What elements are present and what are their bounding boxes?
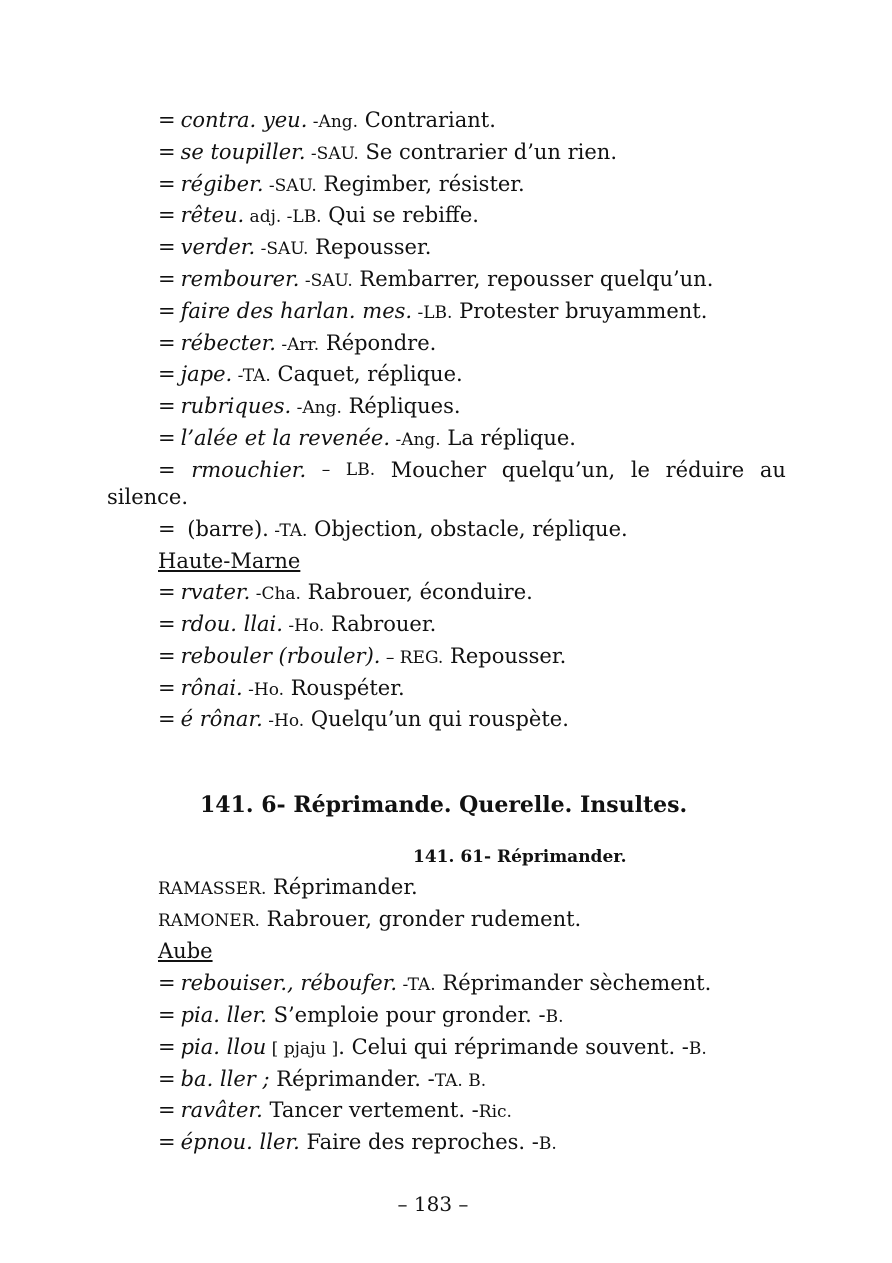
entry-line xyxy=(158,906,581,934)
entry-definition: Réprimander. xyxy=(266,875,418,899)
entry-line xyxy=(158,298,707,326)
entry-term: épnou. ller. xyxy=(180,1130,300,1154)
entry-line xyxy=(158,234,431,262)
entry-line xyxy=(158,675,405,703)
equals-sign: = xyxy=(158,235,176,259)
entry-line xyxy=(158,425,576,453)
entry-term: rvater. xyxy=(180,580,251,604)
entry-source-tail: Ric. xyxy=(478,1102,512,1122)
entry-source: -Ho. xyxy=(282,616,325,636)
entry-definition: Se contrarier d’un rien. xyxy=(358,140,617,164)
equals-sign: = xyxy=(158,1098,176,1122)
region-heading: Haute-Marne xyxy=(158,549,301,573)
entry-term: ba. ller ; xyxy=(180,1067,270,1091)
entry-term: verder. xyxy=(180,235,256,259)
definition-word: le xyxy=(630,458,650,482)
equals-sign: = xyxy=(158,1003,176,1027)
equals-sign: = xyxy=(158,517,176,541)
entry-definition: Contrariant. xyxy=(358,108,496,132)
entry-definition: . Celui qui réprimande souvent. - xyxy=(338,1035,689,1059)
entry-line xyxy=(158,579,533,607)
entry-source-tail: B. xyxy=(538,1134,557,1154)
equals-sign: = xyxy=(158,676,176,700)
subsection-title: 141. 61- Réprimander. xyxy=(413,847,627,867)
entry-definition: Réprimander. - xyxy=(269,1067,435,1091)
entry-source: -SAU. xyxy=(299,271,353,291)
entry-definition: Rabrouer. xyxy=(324,612,437,636)
entry-term: rubriques. xyxy=(180,394,292,418)
entry-source: -TA. xyxy=(232,366,271,386)
entry-definition: La réplique. xyxy=(440,426,576,450)
entry-source: -Cha. xyxy=(250,584,301,604)
entry-line xyxy=(158,1129,557,1157)
entry-term: é rônar. xyxy=(180,707,263,731)
headword: RAMASSER. xyxy=(158,879,267,899)
equals-sign: = xyxy=(158,394,176,418)
entry-term: rebouiser., réboufer. xyxy=(180,971,398,995)
entry-line xyxy=(158,393,461,421)
equals-sign: = xyxy=(158,331,176,355)
entry-term: rebouler (rbouler). xyxy=(180,644,381,668)
equals-sign: = xyxy=(158,458,176,482)
section-title: 141. 6- Réprimande. Querelle. Insultes. xyxy=(200,792,688,818)
entry-source: -SAU. xyxy=(263,176,317,196)
entry-source-tail: TA. B. xyxy=(434,1071,487,1091)
entry-term: rébecter. xyxy=(180,331,276,355)
equals-sign: = xyxy=(158,1035,176,1059)
entry-source: – REG. xyxy=(380,648,444,668)
headword: RAMONER. xyxy=(158,911,260,931)
entry-definition: Rabrouer, gronder rudement. xyxy=(259,907,582,931)
entry-line xyxy=(158,1066,486,1094)
entry-line xyxy=(158,361,463,389)
entry-term: rembourer. xyxy=(180,267,300,291)
equals-sign: = xyxy=(158,140,176,164)
entry-definition: Réprimander sèchement. xyxy=(435,971,712,995)
entry-term: ravâter. xyxy=(180,1098,263,1122)
equals-sign: = xyxy=(158,707,176,731)
entry-term: l’alée et la revenée. xyxy=(180,426,391,450)
entry-line xyxy=(158,202,479,230)
entry-term: pia. llou xyxy=(180,1035,267,1059)
entry-line xyxy=(158,1002,564,1030)
entry-definition: Repousser. xyxy=(308,235,432,259)
equals-sign: = xyxy=(158,362,176,386)
entry-source: -SAU. xyxy=(255,239,309,259)
entry-source: -Ang. xyxy=(291,398,342,418)
definition-word: au xyxy=(759,458,786,482)
entry-definition: Répondre. xyxy=(319,331,437,355)
equals-sign: = xyxy=(158,426,176,450)
entry-definition: Rembarrer, repousser quelqu’un. xyxy=(352,267,714,291)
entry-source: -Ang. xyxy=(307,112,359,132)
entry-line xyxy=(158,107,496,135)
entry-definition: Quelqu’un qui rouspète. xyxy=(304,707,569,731)
entry-term: rmouchier. xyxy=(191,458,307,482)
equals-sign: = xyxy=(158,267,176,291)
definition-word: quelqu’un, xyxy=(501,458,616,482)
entry-term: rônai. xyxy=(180,676,243,700)
entry-line xyxy=(158,171,525,199)
entry-definition: Objection, obstacle, réplique. xyxy=(307,517,628,541)
entry-definition: Faire des reproches. - xyxy=(299,1130,539,1154)
entry-term: se toupiller. xyxy=(180,140,306,164)
entry-definition: Répliques. xyxy=(341,394,461,418)
entry-definition: Qui se rebiffe. xyxy=(321,203,479,227)
entry-source-tail: B. xyxy=(545,1007,564,1027)
definition-word: Moucher xyxy=(390,458,487,482)
entry-line xyxy=(158,516,628,544)
entry-term: rdou. llai. xyxy=(180,612,283,636)
entry-term: jape. xyxy=(180,362,233,386)
equals-sign: = xyxy=(158,172,176,196)
entry-term: rêteu. xyxy=(180,203,245,227)
equals-sign: = xyxy=(158,612,176,636)
entry-source: -Ho. xyxy=(262,711,305,731)
entry-line xyxy=(158,611,436,639)
dash: – xyxy=(321,460,331,480)
equals-sign: = xyxy=(158,203,176,227)
entry-source: -TA. xyxy=(268,521,308,541)
entry-continuation: silence. xyxy=(107,485,189,509)
region-heading: Aube xyxy=(158,939,213,963)
entry-source: -SAU. xyxy=(305,144,359,164)
entry-term: régiber. xyxy=(180,172,264,196)
entry-line-justified xyxy=(158,457,786,483)
entry-definition: Protester bruyamment. xyxy=(452,299,708,323)
equals-sign: = xyxy=(158,299,176,323)
entry-source: -Ang. xyxy=(390,430,441,450)
entry-source: -LB. xyxy=(412,303,453,323)
equals-sign: = xyxy=(158,971,176,995)
entry-term: contra. yeu. xyxy=(180,108,308,132)
entry-source: -Ho. xyxy=(242,680,285,700)
equals-sign: = xyxy=(158,1130,176,1154)
entry-definition: Rabrouer, éconduire. xyxy=(300,580,533,604)
phonetic-transcription: [ pjaju ] xyxy=(266,1039,339,1059)
entry-source: LB. xyxy=(345,460,376,480)
entry-definition: Caquet, réplique. xyxy=(270,362,463,386)
entry-source: -TA. xyxy=(397,975,436,995)
entry-definition: Repousser. xyxy=(443,644,567,668)
equals-sign: = xyxy=(158,108,176,132)
entry-line xyxy=(158,970,711,998)
entry-term: faire des harlan. mes. xyxy=(180,299,413,323)
equals-sign: = xyxy=(158,644,176,668)
entry-term: (barre). xyxy=(180,517,269,541)
entry-source: adj. -LB. xyxy=(244,207,322,227)
entry-line xyxy=(158,266,713,294)
entry-definition: Regimber, résister. xyxy=(316,172,525,196)
entry-definition: Tancer vertement. - xyxy=(262,1098,479,1122)
definition-word: réduire xyxy=(665,458,745,482)
entry-definition: S’emploie pour gronder. - xyxy=(266,1003,546,1027)
equals-sign: = xyxy=(158,1067,176,1091)
entry-term: pia. ller. xyxy=(180,1003,267,1027)
entry-line xyxy=(158,706,569,734)
entry-source: -Arr. xyxy=(275,335,320,355)
page-number: – 183 – xyxy=(397,1192,469,1216)
entry-line xyxy=(158,139,617,167)
entry-source-tail: B. xyxy=(688,1039,707,1059)
entry-line xyxy=(158,1097,512,1125)
entry-line xyxy=(158,330,436,358)
entry-line xyxy=(158,874,418,902)
entry-definition: Rouspéter. xyxy=(284,676,405,700)
equals-sign: = xyxy=(158,580,176,604)
entry-line xyxy=(158,643,566,671)
entry-line xyxy=(158,1034,707,1062)
